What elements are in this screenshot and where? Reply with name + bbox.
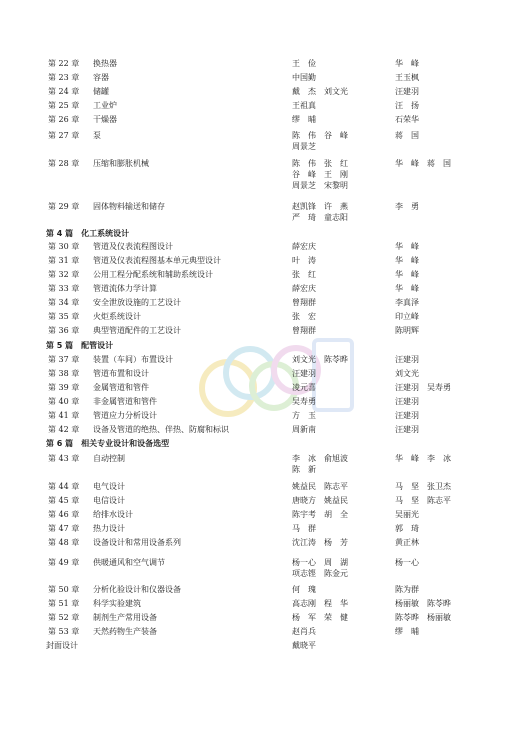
reviewers (395, 325, 505, 336)
author-line: 姚益民 陈志平 (292, 482, 348, 491)
chapter-title: 储罐 (93, 87, 109, 96)
chapter-title: 非金属管道和管件 (93, 397, 157, 406)
author-line: 赵肖兵 (292, 627, 316, 636)
author-line: 周新南 (292, 425, 316, 434)
author-line: 王祖真 (292, 101, 316, 110)
section-heading: 第 6 篇 相关专业设计和设备选型 (46, 439, 170, 448)
author-line: 曾翔群 (292, 326, 316, 335)
authors (292, 523, 382, 534)
chapter-title: 压缩和膨胀机械 (93, 159, 149, 168)
reviewers (395, 612, 505, 623)
chapter-title: 固体物料输送和储存 (93, 202, 165, 211)
reviewers (395, 537, 505, 548)
reviewer-line: 蒋 国 (395, 131, 419, 140)
reviewer-line: 杨丽敏 陈苓晔 (395, 599, 451, 608)
authors (292, 453, 382, 475)
chapter-number: 第 34 章 (48, 298, 80, 307)
authors (292, 130, 382, 152)
chapter-title: 设备及管道的绝热、伴热、防腐和标识 (93, 425, 229, 434)
author-line: 唐晓方 姚益民 (292, 496, 348, 505)
chapter-title: 供暖通风和空气调节 (93, 558, 165, 567)
author-line: 高志刚 程 华 (292, 599, 348, 608)
reviewers (395, 481, 505, 492)
reviewers (395, 283, 505, 294)
authors (292, 354, 382, 365)
author-line: 马 群 (292, 524, 316, 533)
chapter-title: 泵 (93, 131, 101, 140)
chapter-title: 工业炉 (93, 101, 117, 110)
reviewers (395, 626, 505, 637)
authors (292, 537, 382, 548)
authors (292, 368, 382, 379)
chapter-title: 热力设计 (93, 524, 125, 533)
chapter-number: 第 23 章 (48, 73, 80, 82)
author-line: 薛宏庆 (292, 242, 316, 251)
author-line: 项志铿 陈金元 (292, 569, 348, 578)
chapter-title: 设备设计和常用设备系列 (93, 538, 181, 547)
chapter-number: 第 26 章 (48, 115, 80, 124)
chapter-number: 第 37 章 (48, 355, 80, 364)
chapter-title: 管道流体力学计算 (93, 284, 157, 293)
author-line: 张 宏 (292, 312, 316, 321)
chapter-title: 分析化验设计和仪器设备 (93, 585, 181, 594)
chapter-title: 容器 (93, 73, 109, 82)
chapter-title: 换热器 (93, 59, 117, 68)
authors (292, 396, 382, 407)
reviewer-line: 郭 琦 (395, 524, 419, 533)
authors (292, 255, 382, 266)
reviewer-line: 马 坚 陈志平 (395, 496, 451, 505)
reviewers (395, 241, 505, 252)
reviewer-line: 王玉枫 (395, 73, 419, 82)
reviewer-line: 汪建羽 (395, 355, 419, 364)
reviewers (395, 557, 505, 568)
author-line: 陈 伟 谷 峰 (292, 131, 348, 140)
chapter-number: 第 39 章 (48, 383, 80, 392)
chapter-title: 安全泄放设施的工艺设计 (93, 298, 181, 307)
chapter-number: 第 28 章 (48, 159, 80, 168)
reviewers (395, 523, 505, 534)
reviewer-line: 李真泽 (395, 298, 419, 307)
authors (292, 325, 382, 336)
author-line: 刘文光 陈苓晔 (292, 355, 348, 364)
authors (292, 382, 382, 393)
author-line: 方 玉 (292, 411, 316, 420)
author-line: 缪 晡 (292, 115, 316, 124)
chapter-title: 干燥器 (93, 115, 117, 124)
author-line: 陈宇考 胡 全 (292, 510, 348, 519)
chapter-number: 第 47 章 (48, 524, 80, 533)
chapter-number: 第 33 章 (48, 284, 80, 293)
authors (292, 86, 382, 97)
cover-design-label: 封面设计 (46, 641, 78, 650)
reviewers (395, 269, 505, 280)
reviewer-line: 陈苓晔 杨丽敏 (395, 613, 451, 622)
author-line: 何 瑰 (292, 585, 316, 594)
authors (292, 598, 382, 609)
authors (292, 584, 382, 595)
reviewer-line: 汪建羽 (395, 425, 419, 434)
authors (292, 640, 382, 651)
author-line: 陈 新 (292, 465, 316, 474)
chapter-title: 装置（车间）布置设计 (93, 355, 173, 364)
reviewers (395, 100, 505, 111)
reviewer-line: 陈明辉 (395, 326, 419, 335)
reviewer-line: 刘文光 (395, 369, 419, 378)
chapter-number: 第 25 章 (48, 101, 80, 110)
chapter-number: 第 43 章 (48, 454, 80, 463)
authors (292, 626, 382, 637)
authors (292, 410, 382, 421)
chapter-number: 第 27 章 (48, 131, 80, 140)
chapter-number: 第 30 章 (48, 242, 80, 251)
reviewer-line: 缪 晡 (395, 627, 419, 636)
author-line: 赵凯锋 许 燕 (292, 202, 348, 211)
reviewer-line: 汪建羽 吴寿勇 (395, 383, 451, 392)
authors (292, 158, 382, 191)
authors (292, 612, 382, 623)
chapter-title: 公用工程分配系统和辅助系统设计 (93, 270, 213, 279)
reviewer-line: 华 峰 李 冰 (395, 454, 451, 463)
reviewers (395, 114, 505, 125)
reviewer-line: 汪 扬 (395, 101, 419, 110)
chapter-number: 第 46 章 (48, 510, 80, 519)
authors (292, 100, 382, 111)
chapter-number: 第 52 章 (48, 613, 80, 622)
reviewers (395, 382, 505, 393)
reviewer-line: 印立峰 (395, 312, 419, 321)
chapter-title: 天然药物生产装备 (93, 627, 157, 636)
chapter-number: 第 41 章 (48, 411, 80, 420)
author-line: 薛宏庆 (292, 284, 316, 293)
chapter-number: 第 36 章 (48, 326, 80, 335)
authors (292, 481, 382, 492)
chapter-title: 金属管道和管件 (93, 383, 149, 392)
reviewers (395, 86, 505, 97)
author-line: 沈江涛 杨 芳 (292, 538, 348, 547)
author-line: 张 红 (292, 270, 316, 279)
authors (292, 72, 382, 83)
author-line: 陈 伟 张 红 (292, 159, 348, 168)
reviewer-line: 陈为群 (395, 585, 419, 594)
author-line: 中国勤 (292, 73, 316, 82)
author-line: 李 冰 俞旭波 (292, 454, 348, 463)
section-heading: 第 5 篇 配管设计 (46, 341, 114, 350)
author-line: 杨 军 荣 健 (292, 613, 348, 622)
reviewer-line: 汪建羽 (395, 411, 419, 420)
reviewer-line: 黄正林 (395, 538, 419, 547)
reviewers (395, 584, 505, 595)
authors (292, 311, 382, 322)
chapter-number: 第 35 章 (48, 312, 80, 321)
chapter-number: 第 44 章 (48, 482, 80, 491)
reviewers (395, 311, 505, 322)
reviewer-line: 李 勇 (395, 202, 419, 211)
chapter-title: 火炬系统设计 (93, 312, 141, 321)
authors (292, 297, 382, 308)
reviewers (395, 495, 505, 506)
chapter-number: 第 51 章 (48, 599, 80, 608)
chapter-number: 第 40 章 (48, 397, 80, 406)
author-line: 曾翔群 (292, 298, 316, 307)
reviewers (395, 58, 505, 69)
chapter-title: 科学实验建筑 (93, 599, 141, 608)
reviewer-line: 华 峰 蒋 国 (395, 159, 451, 168)
reviewer-line: 华 峰 (395, 242, 419, 251)
reviewers (395, 410, 505, 421)
reviewer-line: 华 峰 (395, 284, 419, 293)
chapter-number: 第 31 章 (48, 256, 80, 265)
authors (292, 114, 382, 125)
authors (292, 201, 382, 223)
reviewer-line: 汪建羽 (395, 87, 419, 96)
reviewer-line: 华 峰 (395, 59, 419, 68)
section-heading: 第 4 篇 化工系统设计 (46, 229, 130, 238)
chapter-number: 第 49 章 (48, 558, 80, 567)
author-line: 戴晓平 (292, 641, 316, 650)
chapter-title: 给排水设计 (93, 510, 133, 519)
reviewers (395, 396, 505, 407)
chapter-number: 第 53 章 (48, 627, 80, 636)
authors (292, 269, 382, 280)
chapter-title: 管道应力分析设计 (93, 411, 157, 420)
reviewers (395, 509, 505, 520)
chapter-title: 电气设计 (93, 482, 125, 491)
chapter-number: 第 45 章 (48, 496, 80, 505)
authors (292, 424, 382, 435)
author-line: 叶 涛 (292, 256, 316, 265)
author-line: 谷 峰 王 刚 (292, 170, 348, 179)
reviewers (395, 158, 505, 169)
authors (292, 58, 382, 69)
chapter-title: 制剂生产常用设备 (93, 613, 157, 622)
authors (292, 509, 382, 520)
chapter-title: 管道及仪表流程图设计 (93, 242, 173, 251)
chapter-title: 自动控制 (93, 454, 125, 463)
reviewer-line: 吴丽光 (395, 510, 419, 519)
chapter-number: 第 38 章 (48, 369, 80, 378)
reviewers (395, 201, 505, 212)
author-line: 凌元喜 (292, 383, 316, 392)
author-line: 杨一心 周 湖 (292, 558, 348, 567)
chapter-title: 电信设计 (93, 496, 125, 505)
authors (292, 283, 382, 294)
reviewers (395, 255, 505, 266)
authors (292, 557, 382, 579)
reviewers (395, 598, 505, 609)
reviewers (395, 297, 505, 308)
chapter-number: 第 42 章 (48, 425, 80, 434)
reviewers (395, 368, 505, 379)
reviewer-line: 华 峰 (395, 270, 419, 279)
chapter-number: 第 50 章 (48, 585, 80, 594)
reviewer-line: 汪建羽 (395, 397, 419, 406)
author-line: 严 琦 童志阳 (292, 213, 348, 222)
author-line: 汪建羽 (292, 369, 316, 378)
chapter-title: 管道及仪表流程图基本单元典型设计 (93, 256, 221, 265)
author-line: 周景芝 宋黎明 (292, 181, 348, 190)
authors (292, 495, 382, 506)
author-line: 王 俭 (292, 59, 316, 68)
author-line: 戴 杰 刘文光 (292, 87, 348, 96)
chapter-number: 第 48 章 (48, 538, 80, 547)
reviewer-line: 华 峰 (395, 256, 419, 265)
author-line: 吴寿勇 (292, 397, 316, 406)
author-line: 周景芝 (292, 142, 316, 151)
reviewers (395, 453, 505, 464)
reviewer-line: 马 坚 张卫杰 (395, 482, 451, 491)
chapter-title: 管道布置和设计 (93, 369, 149, 378)
reviewers (395, 130, 505, 141)
chapter-number: 第 29 章 (48, 202, 80, 211)
chapter-title: 典型管道配件的工艺设计 (93, 326, 181, 335)
reviewers (395, 72, 505, 83)
reviewer-line: 石荣华 (395, 115, 419, 124)
reviewers (395, 354, 505, 365)
chapter-number: 第 22 章 (48, 59, 80, 68)
reviewers (395, 424, 505, 435)
chapter-number: 第 24 章 (48, 87, 80, 96)
reviewer-line: 杨一心 (395, 558, 419, 567)
authors (292, 241, 382, 252)
chapter-number: 第 32 章 (48, 270, 80, 279)
